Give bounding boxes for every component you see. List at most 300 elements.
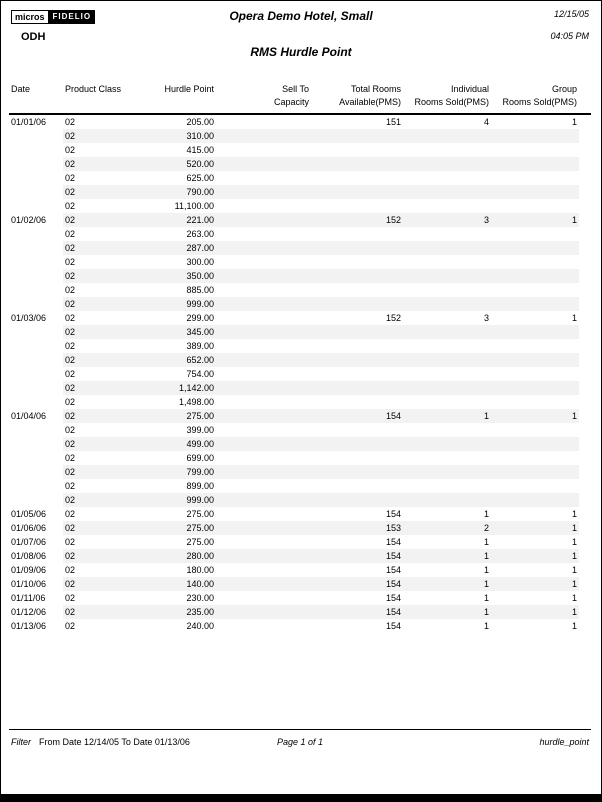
cell-hurdle-point: 11,100.00	[174, 201, 214, 211]
cell-product-class: 02	[63, 241, 155, 255]
cell-total-rooms-available: 154	[385, 593, 401, 603]
cell-total-rooms-available	[311, 395, 403, 409]
cell-product-class: 02	[63, 605, 155, 619]
cell-group-rooms-sold	[491, 227, 579, 241]
cell-hurdle-point: 520.00	[155, 157, 216, 171]
cell-date	[9, 241, 63, 255]
cell-hurdle-point: 287.00	[155, 241, 216, 255]
cell-individual-rooms-sold	[403, 465, 491, 479]
cell-product-class: 02	[65, 341, 76, 351]
cell-total-rooms-available	[311, 339, 403, 353]
cell-total-rooms-available	[311, 353, 403, 367]
cell-date	[9, 227, 63, 241]
cell-hurdle-point: 221.00	[155, 213, 216, 227]
cell-date	[9, 325, 63, 339]
cell-total-rooms-available: 154	[385, 509, 401, 519]
cell-individual-rooms-sold	[403, 451, 491, 465]
cell-date	[9, 437, 63, 451]
cell-product-class: 02	[65, 229, 76, 239]
cell-individual-rooms-sold	[403, 269, 491, 283]
cell-product-class: 02	[63, 325, 155, 339]
cell-group-rooms-sold: 1	[491, 605, 579, 619]
cell-sell-to-capacity	[216, 143, 311, 157]
cell-product-class: 02	[65, 257, 76, 267]
cell-product-class: 02	[63, 129, 155, 143]
cell-individual-rooms-sold	[403, 437, 491, 451]
cell-group-rooms-sold: 1	[571, 509, 577, 519]
cell-hurdle-point: 999.00	[155, 493, 216, 507]
cell-product-class: 02	[65, 369, 76, 379]
cell-date	[9, 353, 63, 367]
cell-date: 01/05/06	[11, 509, 47, 519]
cell-individual-rooms-sold	[403, 367, 491, 381]
cell-product-class: 02	[65, 425, 76, 435]
table-row	[9, 311, 591, 325]
cell-product-class: 02	[63, 493, 155, 507]
cell-total-rooms-available	[311, 185, 403, 199]
cell-date	[9, 465, 63, 479]
cell-group-rooms-sold	[491, 143, 579, 157]
table-row	[9, 325, 591, 339]
cell-date	[9, 479, 63, 493]
cell-hurdle-point: 699.00	[186, 453, 214, 463]
table-body	[9, 115, 591, 633]
table-row	[9, 269, 591, 283]
cell-hurdle-point: 652.00	[155, 353, 216, 367]
cell-date: 01/10/06	[11, 579, 47, 589]
cell-group-rooms-sold	[491, 297, 579, 311]
table-row	[9, 115, 591, 129]
table-row	[9, 493, 591, 507]
cell-date: 01/09/06	[11, 565, 47, 575]
cell-date	[9, 199, 63, 213]
cell-individual-rooms-sold	[403, 339, 491, 353]
cell-date	[9, 423, 63, 437]
column-header-hurdle-point-l1: Hurdle Point	[164, 84, 214, 94]
cell-sell-to-capacity	[216, 535, 311, 549]
cell-group-rooms-sold	[491, 353, 579, 367]
cell-sell-to-capacity	[216, 577, 311, 591]
cell-total-rooms-available	[311, 451, 403, 465]
cell-individual-rooms-sold	[403, 157, 491, 171]
cell-hurdle-point: 885.00	[186, 285, 214, 295]
table-row	[9, 227, 591, 241]
table-row	[9, 395, 591, 409]
cell-hurdle-point: 299.00	[186, 313, 214, 323]
cell-sell-to-capacity	[216, 423, 311, 437]
column-header-total-rooms-l1: Total Rooms	[350, 84, 401, 94]
cell-individual-rooms-sold	[403, 395, 491, 409]
cell-total-rooms-available	[311, 437, 403, 451]
cell-individual-rooms-sold	[403, 227, 491, 241]
table-row	[9, 255, 591, 269]
cell-group-rooms-sold	[491, 437, 579, 451]
cell-product-class: 02	[63, 157, 155, 171]
column-header-date-l2	[9, 96, 63, 109]
cell-product-class: 02	[63, 409, 155, 423]
cell-date	[9, 339, 63, 353]
table-row	[9, 521, 591, 535]
cell-total-rooms-available	[311, 227, 403, 241]
cell-sell-to-capacity	[216, 115, 311, 129]
report-footer	[9, 729, 591, 753]
cell-individual-rooms-sold	[403, 199, 491, 213]
cell-group-rooms-sold: 1	[571, 565, 577, 575]
cell-product-class: 02	[65, 285, 76, 295]
cell-total-rooms-available	[311, 255, 403, 269]
cell-date: 01/07/06	[11, 537, 47, 547]
cell-sell-to-capacity	[216, 339, 311, 353]
cell-hurdle-point: 275.00	[186, 537, 214, 547]
report-time: 04:05 PM	[550, 31, 589, 41]
cell-product-class: 02	[63, 213, 155, 227]
cell-group-rooms-sold: 1	[571, 621, 577, 631]
table-row	[9, 465, 591, 479]
table-row	[9, 549, 591, 563]
table-row	[9, 129, 591, 143]
cell-sell-to-capacity	[216, 619, 311, 633]
cell-product-class: 02	[63, 269, 155, 283]
cell-sell-to-capacity	[216, 311, 311, 325]
cell-total-rooms-available	[311, 171, 403, 185]
cell-sell-to-capacity	[216, 395, 311, 409]
cell-product-class: 02	[65, 201, 76, 211]
cell-individual-rooms-sold: 1	[483, 537, 489, 547]
cell-sell-to-capacity	[216, 325, 311, 339]
cell-hurdle-point: 399.00	[186, 425, 214, 435]
cell-total-rooms-available	[311, 423, 403, 437]
table-row	[9, 185, 591, 199]
cell-product-class: 02	[65, 453, 76, 463]
cell-group-rooms-sold: 1	[491, 549, 579, 563]
cell-product-class: 02	[65, 509, 76, 519]
cell-sell-to-capacity	[216, 283, 311, 297]
report-file-name: hurdle_point	[539, 737, 589, 747]
cell-total-rooms-available	[311, 157, 403, 171]
cell-date	[9, 395, 63, 409]
cell-sell-to-capacity	[216, 241, 311, 255]
cell-date	[9, 185, 63, 199]
cell-total-rooms-available	[311, 325, 403, 339]
cell-hurdle-point: 350.00	[155, 269, 216, 283]
cell-group-rooms-sold: 1	[491, 521, 579, 535]
cell-sell-to-capacity	[216, 437, 311, 451]
cell-product-class: 02	[65, 621, 76, 631]
cell-sell-to-capacity	[216, 591, 311, 605]
cell-group-rooms-sold	[491, 157, 579, 171]
table-row	[9, 479, 591, 493]
cell-individual-rooms-sold: 1	[483, 621, 489, 631]
cell-group-rooms-sold: 1	[491, 213, 579, 227]
cell-hurdle-point: 625.00	[186, 173, 214, 183]
table-row	[9, 605, 591, 619]
cell-individual-rooms-sold: 1	[483, 565, 489, 575]
page-bottom-edge	[1, 794, 601, 801]
cell-total-rooms-available: 154	[385, 621, 401, 631]
cell-total-rooms-available: 152	[311, 213, 403, 227]
cell-sell-to-capacity	[216, 409, 311, 423]
cell-date	[9, 269, 63, 283]
cell-hurdle-point: 275.00	[186, 509, 214, 519]
column-header-individual-l1: Individual	[450, 84, 489, 94]
cell-hurdle-point: 280.00	[155, 549, 216, 563]
cell-group-rooms-sold	[491, 367, 579, 381]
cell-total-rooms-available	[311, 493, 403, 507]
cell-date	[9, 381, 63, 395]
cell-product-class: 02	[63, 577, 155, 591]
table-row	[9, 353, 591, 367]
cell-hurdle-point: 415.00	[186, 145, 214, 155]
cell-hurdle-point: 310.00	[155, 129, 216, 143]
filter-value: From Date 12/14/05 To Date 01/13/06	[39, 737, 190, 747]
report-title: RMS Hurdle Point	[250, 45, 352, 59]
cell-date: 01/11/06	[11, 593, 46, 603]
cell-individual-rooms-sold	[403, 479, 491, 493]
cell-total-rooms-available: 153	[311, 521, 403, 535]
cell-group-rooms-sold	[491, 423, 579, 437]
cell-sell-to-capacity	[216, 269, 311, 283]
cell-sell-to-capacity	[216, 507, 311, 521]
column-header-sell-to-l2: Capacity	[273, 97, 309, 107]
cell-date	[9, 129, 63, 143]
cell-product-class: 02	[65, 565, 76, 575]
cell-date: 01/01/06	[11, 117, 47, 127]
cell-date	[9, 171, 63, 185]
table-row	[9, 297, 591, 311]
cell-total-rooms-available	[311, 297, 403, 311]
table-row	[9, 143, 591, 157]
cell-date: 01/13/06	[11, 621, 47, 631]
cell-total-rooms-available	[311, 269, 403, 283]
cell-hurdle-point: 1,142.00	[155, 381, 216, 395]
cell-date	[9, 157, 63, 171]
table-row	[9, 535, 591, 549]
cell-sell-to-capacity	[216, 451, 311, 465]
table-header-line2	[9, 96, 591, 109]
cell-individual-rooms-sold	[403, 129, 491, 143]
table-row	[9, 367, 591, 381]
filter-label: Filter	[11, 737, 31, 747]
cell-group-rooms-sold	[491, 381, 579, 395]
cell-sell-to-capacity	[216, 255, 311, 269]
cell-group-rooms-sold	[491, 185, 579, 199]
cell-date	[9, 283, 63, 297]
cell-hurdle-point: 345.00	[155, 325, 216, 339]
cell-individual-rooms-sold	[403, 185, 491, 199]
logo-micros-text: micros	[11, 10, 49, 24]
cell-total-rooms-available: 154	[311, 605, 403, 619]
cell-hurdle-point: 790.00	[155, 185, 216, 199]
cell-individual-rooms-sold	[403, 297, 491, 311]
cell-total-rooms-available	[311, 241, 403, 255]
table-row	[9, 339, 591, 353]
table-row	[9, 423, 591, 437]
table-header	[9, 83, 591, 115]
hotel-code: ODH	[21, 31, 46, 43]
page-indicator: Page 1 of 1	[276, 737, 324, 747]
cell-date	[9, 297, 63, 311]
table-row	[9, 381, 591, 395]
column-header-product-class-l2	[63, 96, 155, 109]
cell-total-rooms-available	[311, 479, 403, 493]
cell-hurdle-point: 300.00	[186, 257, 214, 267]
cell-date: 01/03/06	[11, 313, 47, 323]
cell-group-rooms-sold	[491, 283, 579, 297]
cell-total-rooms-available: 151	[385, 117, 401, 127]
cell-date: 01/12/06	[11, 607, 47, 617]
cell-individual-rooms-sold	[403, 381, 491, 395]
cell-individual-rooms-sold: 4	[483, 117, 489, 127]
cell-hurdle-point: 754.00	[186, 369, 214, 379]
table-row	[9, 619, 591, 633]
cell-hurdle-point: 999.00	[155, 297, 216, 311]
column-header-product-class-l1: Product Class	[65, 84, 122, 94]
cell-total-rooms-available: 152	[385, 313, 401, 323]
cell-hurdle-point: 389.00	[186, 341, 214, 351]
cell-group-rooms-sold: 1	[491, 577, 579, 591]
cell-sell-to-capacity	[216, 479, 311, 493]
cell-sell-to-capacity	[216, 129, 311, 143]
cell-date	[9, 493, 63, 507]
cell-sell-to-capacity	[216, 353, 311, 367]
cell-hurdle-point: 205.00	[186, 117, 214, 127]
cell-hurdle-point: 140.00	[155, 577, 216, 591]
cell-individual-rooms-sold: 1	[483, 593, 489, 603]
cell-hurdle-point: 1,498.00	[178, 397, 214, 407]
cell-hurdle-point: 499.00	[155, 437, 216, 451]
cell-total-rooms-available	[311, 283, 403, 297]
cell-group-rooms-sold	[491, 493, 579, 507]
report-date: 12/15/05	[553, 9, 589, 19]
column-header-sell-to-l1: Sell To	[282, 84, 309, 94]
cell-group-rooms-sold: 1	[571, 117, 577, 127]
cell-product-class: 02	[63, 185, 155, 199]
table-row	[9, 563, 591, 577]
cell-group-rooms-sold: 1	[571, 313, 577, 323]
cell-individual-rooms-sold	[403, 255, 491, 269]
table-header-line1	[9, 83, 591, 96]
cell-individual-rooms-sold	[403, 241, 491, 255]
cell-product-class: 02	[65, 397, 76, 407]
table-row	[9, 577, 591, 591]
cell-individual-rooms-sold: 1	[403, 577, 491, 591]
cell-individual-rooms-sold	[403, 493, 491, 507]
cell-hurdle-point: 235.00	[155, 605, 216, 619]
cell-product-class: 02	[63, 353, 155, 367]
column-header-group-l2: Rooms Sold(PMS)	[502, 97, 577, 107]
cell-total-rooms-available: 154	[385, 565, 401, 575]
cell-individual-rooms-sold	[403, 423, 491, 437]
cell-total-rooms-available: 154	[311, 409, 403, 423]
cell-sell-to-capacity	[216, 171, 311, 185]
cell-product-class: 02	[65, 117, 76, 127]
cell-date: 01/08/06	[11, 551, 47, 561]
logo-fidelio-text: FIDELIO	[49, 10, 96, 24]
table-row	[9, 591, 591, 605]
cell-product-class: 02	[63, 521, 155, 535]
cell-sell-to-capacity	[216, 605, 311, 619]
table-row	[9, 171, 591, 185]
cell-date: 01/04/06	[11, 411, 47, 421]
cell-product-class: 02	[63, 437, 155, 451]
table-row	[9, 507, 591, 521]
report-header	[1, 1, 601, 79]
cell-total-rooms-available: 154	[311, 577, 403, 591]
cell-sell-to-capacity	[216, 549, 311, 563]
cell-individual-rooms-sold	[403, 353, 491, 367]
cell-date: 01/02/06	[11, 215, 47, 225]
cell-group-rooms-sold	[491, 255, 579, 269]
table-row	[9, 451, 591, 465]
table-row	[9, 213, 591, 227]
cell-group-rooms-sold	[491, 325, 579, 339]
cell-sell-to-capacity	[216, 493, 311, 507]
cell-individual-rooms-sold: 1	[403, 409, 491, 423]
cell-group-rooms-sold	[491, 479, 579, 493]
cell-product-class: 02	[65, 593, 76, 603]
cell-date	[9, 143, 63, 157]
column-header-total-rooms-l2: Available(PMS)	[339, 97, 401, 107]
cell-individual-rooms-sold	[403, 283, 491, 297]
cell-sell-to-capacity	[216, 157, 311, 171]
cell-product-class: 02	[65, 145, 76, 155]
cell-group-rooms-sold	[491, 451, 579, 465]
cell-sell-to-capacity	[216, 199, 311, 213]
cell-group-rooms-sold	[491, 199, 579, 213]
table-row	[9, 437, 591, 451]
cell-individual-rooms-sold	[403, 325, 491, 339]
cell-group-rooms-sold	[491, 465, 579, 479]
hotel-title: Opera Demo Hotel, Small	[229, 9, 373, 23]
cell-product-class: 02	[65, 537, 76, 547]
cell-individual-rooms-sold	[403, 171, 491, 185]
cell-group-rooms-sold	[491, 129, 579, 143]
table-row	[9, 157, 591, 171]
cell-group-rooms-sold	[491, 339, 579, 353]
cell-sell-to-capacity	[216, 297, 311, 311]
cell-individual-rooms-sold: 1	[403, 605, 491, 619]
cell-product-class: 02	[63, 381, 155, 395]
cell-individual-rooms-sold: 3	[483, 313, 489, 323]
table-row	[9, 409, 591, 423]
cell-date	[9, 255, 63, 269]
cell-hurdle-point: 180.00	[186, 565, 214, 575]
cell-total-rooms-available	[311, 465, 403, 479]
table-row	[9, 199, 591, 213]
cell-hurdle-point: 275.00	[155, 409, 216, 423]
cell-individual-rooms-sold: 1	[483, 509, 489, 519]
cell-hurdle-point: 899.00	[186, 481, 214, 491]
cell-product-class: 02	[65, 481, 76, 491]
cell-sell-to-capacity	[216, 465, 311, 479]
cell-sell-to-capacity	[216, 213, 311, 227]
cell-sell-to-capacity	[216, 367, 311, 381]
cell-individual-rooms-sold: 1	[403, 549, 491, 563]
cell-product-class: 02	[65, 173, 76, 183]
cell-sell-to-capacity	[216, 521, 311, 535]
cell-hurdle-point: 240.00	[186, 621, 214, 631]
cell-sell-to-capacity	[216, 381, 311, 395]
cell-individual-rooms-sold: 3	[403, 213, 491, 227]
cell-sell-to-capacity	[216, 227, 311, 241]
cell-hurdle-point: 230.00	[186, 593, 214, 603]
cell-product-class: 02	[63, 297, 155, 311]
cell-group-rooms-sold	[491, 269, 579, 283]
cell-hurdle-point: 799.00	[155, 465, 216, 479]
cell-total-rooms-available: 154	[385, 537, 401, 547]
cell-group-rooms-sold: 1	[571, 537, 577, 547]
column-header-date-l1: Date	[11, 84, 31, 94]
